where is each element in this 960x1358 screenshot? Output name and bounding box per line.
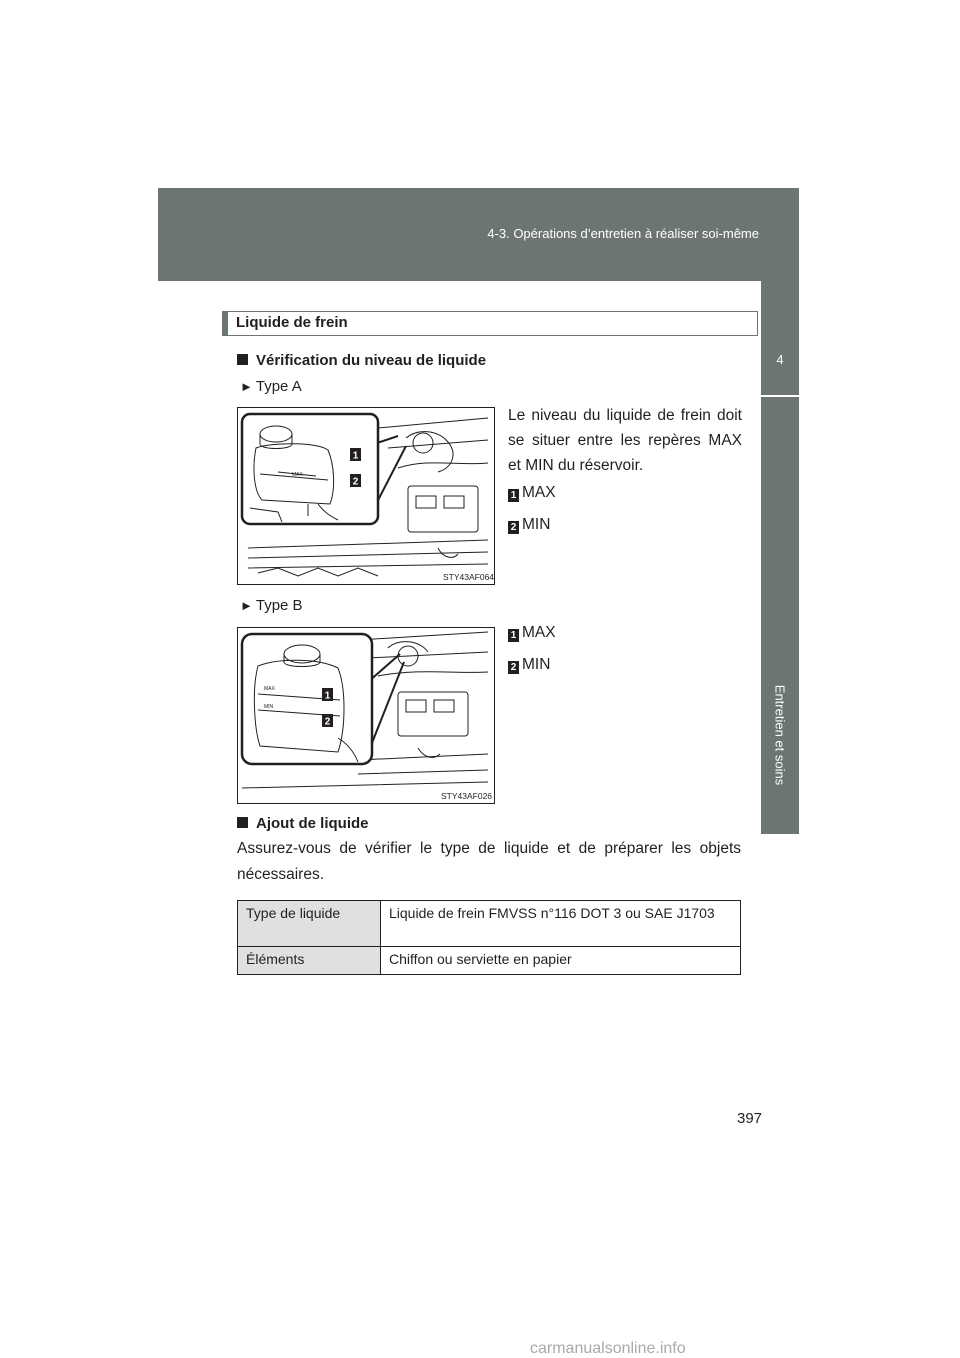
type-a-label [240,378,302,395]
callout-2-badge: 2 [508,661,519,674]
figure-type-a [237,407,495,585]
type-b-legend-min-text: MIN [522,656,551,673]
table-label-cell: Éléments [238,947,381,975]
right-pointer-icon: ► [240,598,253,613]
engine-bay-illustration-type-b [238,628,494,803]
chapter-number: 4 [776,352,784,367]
adding-fluid-heading [237,815,369,832]
page-number: 397 [737,1110,763,1127]
engine-bay-illustration-type-a [238,408,494,584]
adding-fluid-heading-text: Ajout de liquide [256,815,369,832]
type-b-legend-min [508,656,550,674]
adding-fluid-text: Assurez-vous de vérifier le type de liquide et de préparer les objets nécessaires. [237,840,741,883]
callout-2-badge: 2 [508,521,519,534]
square-bullet-icon [237,817,248,828]
figure-a-callout-1: 1 [352,450,359,462]
table-value-cell: Liquide de frein FMVSS n°116 DOT 3 ou SAE J1703 [381,901,741,947]
type-a-legend-max [508,484,556,502]
chapter-title: Entretien et soins [772,684,788,786]
type-b-legend-max-text: MAX [522,624,556,641]
right-pointer-icon: ► [240,379,253,394]
figure-a-code: STY43AF064 [443,572,495,582]
type-b-label [240,597,303,614]
table-row [238,947,741,975]
type-a-legend-max-text: MAX [522,484,556,501]
type-b-label-text: Type B [255,597,303,614]
figure-type-b [237,627,495,804]
chapter-tab-divider [761,395,799,397]
square-bullet-icon [237,354,248,365]
figure-b-code: STY43AF026 [441,791,493,801]
type-a-legend-min-text: MIN [522,516,551,533]
type-a-label-text: Type A [255,378,302,395]
section-heading-bar [222,311,228,336]
svg-text:MAX: MAX [264,686,275,692]
table-row [238,901,741,947]
figure-b-callout-2: 2 [324,716,331,728]
svg-text:MAX: MAX [292,472,303,478]
table-label-cell: Type de liquide [238,901,381,947]
section-title: Liquide de frein [236,314,348,331]
header-title: 4-3. Opérations d’entretien à réaliser soi-même [487,226,759,241]
requirements-table [237,900,741,975]
svg-text:MIN: MIN [264,704,274,710]
type-a-legend-min [508,516,550,534]
figure-a-callout-2: 2 [352,476,359,488]
watermark: carmanualsonline.info [530,1340,686,1357]
callout-1-badge: 1 [508,629,519,642]
type-a-description: Le niveau du liquide de frein doit se situer entre les repères MAX et MIN du réservoir. [508,407,742,474]
table-value-cell: Chiffon ou serviette en papier [381,947,741,975]
check-level-heading [237,352,486,369]
type-b-legend-max [508,624,556,642]
check-level-heading-text: Vérification du niveau de liquide [256,352,487,369]
figure-b-callout-1: 1 [324,690,331,702]
callout-1-badge: 1 [508,489,519,502]
